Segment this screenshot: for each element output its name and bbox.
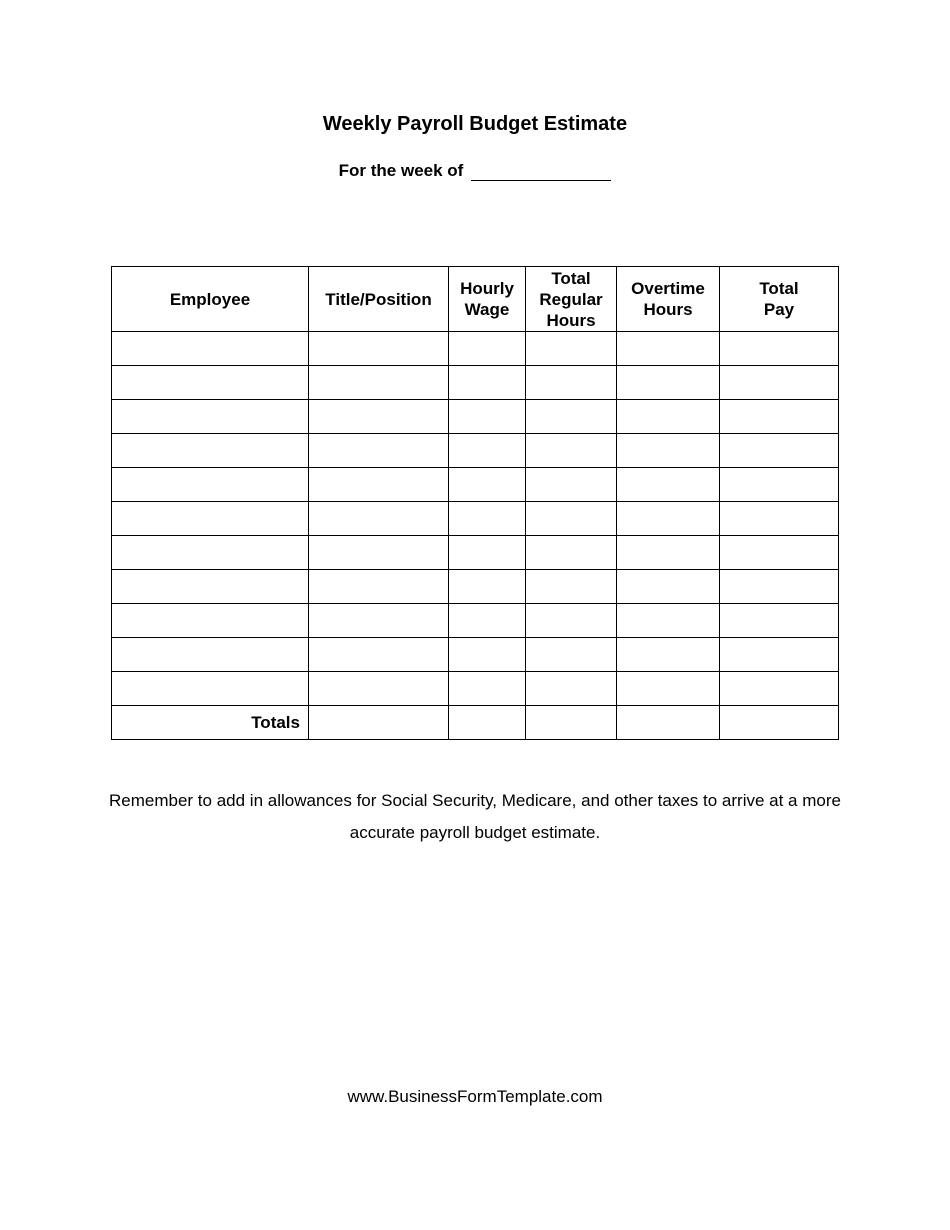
table-cell[interactable] [449, 570, 526, 604]
table-cell[interactable] [112, 570, 309, 604]
week-of-line [0, 160, 950, 181]
table-row [112, 638, 839, 672]
table-cell[interactable] [617, 468, 720, 502]
table-cell[interactable] [720, 638, 839, 672]
table-cell[interactable] [112, 332, 309, 366]
table-cell[interactable] [449, 332, 526, 366]
table-cell[interactable] [449, 434, 526, 468]
table-cell[interactable] [449, 366, 526, 400]
table-cell[interactable] [617, 502, 720, 536]
table-cell[interactable] [309, 536, 449, 570]
table-cell[interactable] [112, 400, 309, 434]
table-cell[interactable] [617, 366, 720, 400]
table-row [112, 366, 839, 400]
table-cell[interactable] [617, 570, 720, 604]
table-row [112, 502, 839, 536]
totals-cell[interactable] [617, 706, 720, 740]
footer-website: www.BusinessFormTemplate.com [347, 1087, 603, 1106]
table-cell[interactable] [309, 434, 449, 468]
table-cell[interactable] [720, 400, 839, 434]
table-cell[interactable] [617, 672, 720, 706]
table-cell[interactable] [526, 536, 617, 570]
table-cell[interactable] [526, 366, 617, 400]
table-cell[interactable] [309, 400, 449, 434]
table-cell[interactable] [309, 366, 449, 400]
table-cell[interactable] [526, 434, 617, 468]
table-cell[interactable] [720, 536, 839, 570]
table-cell[interactable] [720, 672, 839, 706]
table-cell[interactable] [449, 536, 526, 570]
table-cell[interactable] [617, 638, 720, 672]
totals-cell[interactable] [309, 706, 449, 740]
table-cell[interactable] [526, 468, 617, 502]
totals-label: Totals [112, 706, 309, 740]
header-employee: Employee [112, 267, 309, 332]
totals-cell[interactable] [526, 706, 617, 740]
table-cell[interactable] [449, 468, 526, 502]
table-cell[interactable] [449, 604, 526, 638]
table-cell[interactable] [617, 332, 720, 366]
table-cell[interactable] [720, 434, 839, 468]
table-cell[interactable] [720, 570, 839, 604]
table-cell[interactable] [720, 332, 839, 366]
table-row [112, 536, 839, 570]
table-cell[interactable] [526, 604, 617, 638]
table-cell[interactable] [112, 366, 309, 400]
totals-cell[interactable] [449, 706, 526, 740]
table-row [112, 604, 839, 638]
header-total-regular-hours: Total Regular Hours [526, 267, 617, 332]
header-title-position: Title/Position [309, 267, 449, 332]
table-cell[interactable] [309, 468, 449, 502]
tax-reminder-note: Remember to add in allowances for Social Security, Medicare, and other taxes to arrive at a more accurate payroll budget estimate. [109, 791, 841, 842]
payroll-table [111, 266, 839, 740]
table-cell[interactable] [112, 434, 309, 468]
table-cell[interactable] [449, 502, 526, 536]
table-cell[interactable] [112, 672, 309, 706]
totals-row [112, 706, 839, 740]
table-cell[interactable] [449, 638, 526, 672]
table-cell[interactable] [720, 502, 839, 536]
table-cell[interactable] [309, 638, 449, 672]
table-cell[interactable] [309, 570, 449, 604]
table-cell[interactable] [112, 468, 309, 502]
table-cell[interactable] [526, 672, 617, 706]
table-row [112, 672, 839, 706]
table-cell[interactable] [309, 604, 449, 638]
table-cell[interactable] [720, 366, 839, 400]
week-of-field[interactable] [471, 160, 611, 181]
table-cell[interactable] [112, 604, 309, 638]
table-cell[interactable] [449, 400, 526, 434]
table-cell[interactable] [617, 400, 720, 434]
table-cell[interactable] [309, 672, 449, 706]
header-hourly-wage: Hourly Wage [449, 267, 526, 332]
table-cell[interactable] [720, 604, 839, 638]
totals-cell[interactable] [720, 706, 839, 740]
table-cell[interactable] [112, 536, 309, 570]
page-title: Weekly Payroll Budget Estimate [322, 113, 628, 135]
table-row [112, 434, 839, 468]
table-cell[interactable] [617, 536, 720, 570]
table-cell[interactable] [309, 332, 449, 366]
table-row [112, 332, 839, 366]
table-cell[interactable] [526, 332, 617, 366]
table-cell[interactable] [449, 672, 526, 706]
table-row [112, 400, 839, 434]
table-cell[interactable] [309, 502, 449, 536]
table-cell[interactable] [526, 570, 617, 604]
table-cell[interactable] [617, 434, 720, 468]
table-cell[interactable] [112, 638, 309, 672]
table-cell[interactable] [720, 468, 839, 502]
header-row [112, 267, 839, 332]
header-total-pay: Total Pay [720, 267, 839, 332]
table-cell[interactable] [112, 502, 309, 536]
table-row [112, 468, 839, 502]
table-cell[interactable] [526, 400, 617, 434]
table-cell[interactable] [617, 604, 720, 638]
header-overtime-hours: Overtime Hours [617, 267, 720, 332]
table-cell[interactable] [526, 502, 617, 536]
table-cell[interactable] [526, 638, 617, 672]
week-of-label: For the week of [338, 161, 464, 180]
table-row [112, 570, 839, 604]
